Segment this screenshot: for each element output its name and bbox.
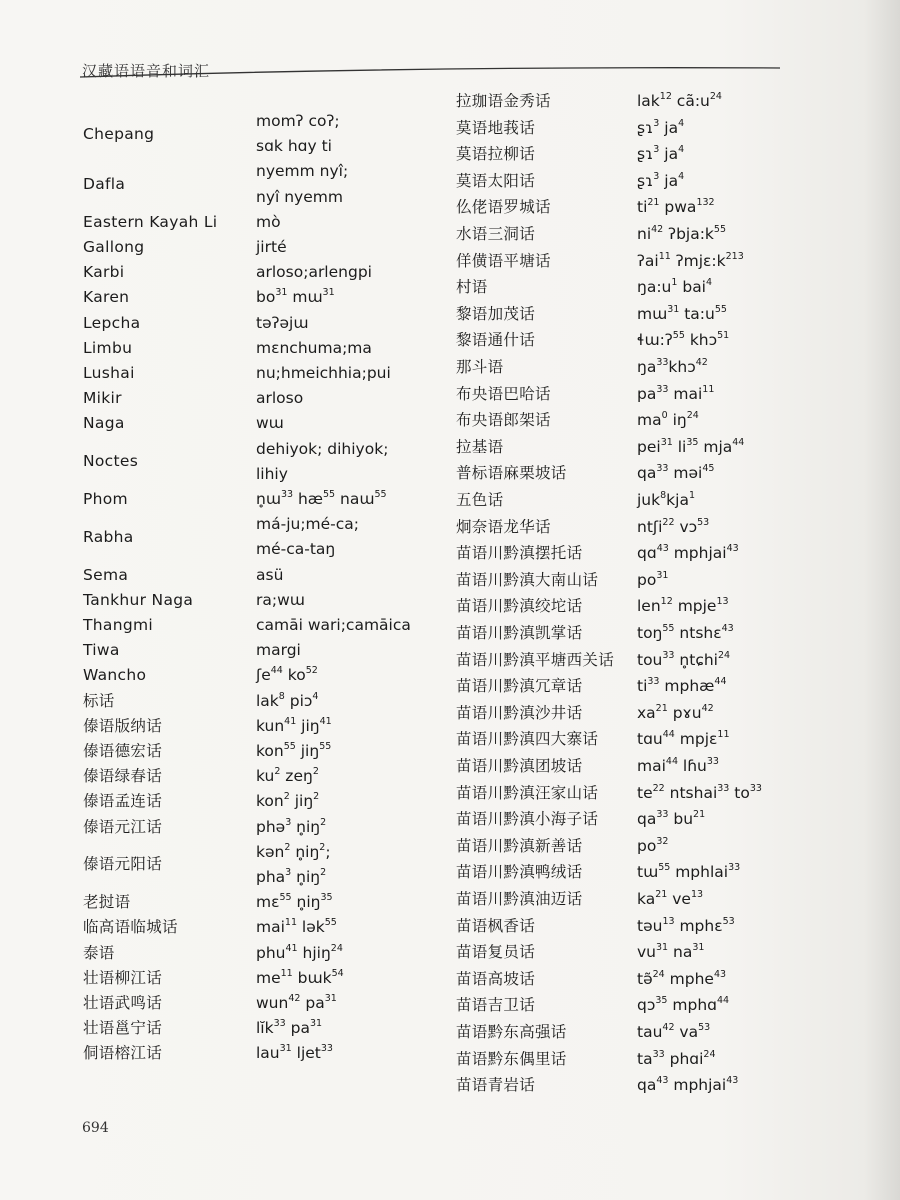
right-language-name: 苗语川黔滇汪家山话	[456, 783, 599, 802]
right-word-form: $po^{31}$	[637, 569, 669, 589]
left-word-form: asü	[256, 565, 284, 584]
right-word-form: $vu^{31}$ $na^{31}$	[637, 942, 705, 962]
right-language-name: 苗语川黔滇大南山话	[456, 570, 599, 589]
right-word-form: qɔ$^{35}$ mphɑ$^{44}$	[637, 995, 730, 1015]
right-language-name: 黎语通什话	[456, 331, 536, 350]
left-word-form: $ku^2$ zeŋ$^2$	[256, 766, 319, 786]
right-word-form: $po^{32}$	[637, 835, 669, 855]
right-language-name: 苗语川黔滇油迈话	[456, 890, 583, 908]
right-language-name: 炯奈语龙华话	[456, 517, 551, 536]
left-language-name: 傣语孟连话	[83, 792, 163, 811]
right-language-name: 苗语黔东偶里话	[456, 1049, 567, 1068]
left-word-form: mɛ$^{55}$ $n̥iŋ^{35}$	[256, 892, 333, 912]
right-language-name: 苗语川黔滇四大寨话	[456, 730, 599, 749]
left-language-name: 傣语元江话	[83, 817, 163, 836]
left-word-form: jirté	[256, 238, 287, 256]
left-language-name: 泰语	[83, 943, 115, 962]
right-language-name: 苗语川黔滇凯掌话	[456, 624, 583, 642]
right-word-form: ntʃi$^{22}$ vɔ$^{53}$	[637, 516, 710, 536]
left-word-form: pha$^3$ $n̥iŋ^2$	[256, 867, 327, 886]
left-language-name: Lepcha	[83, 313, 141, 332]
left-language-name: Sema	[83, 565, 129, 584]
right-word-form: $ŋa:u^1$ bai$^4$	[637, 277, 713, 297]
left-language-name: Tiwa	[83, 641, 120, 660]
left-word-form: nu;hmeichhia;pui	[256, 364, 391, 382]
left-word-form: təʔəjɯ	[256, 313, 309, 332]
right-language-name: 苗语川黔滇沙井话	[456, 703, 583, 722]
right-word-form: juk$^8$kja$^1$	[637, 490, 695, 509]
left-word-form: $bo^{31}$ mɯ$^{31}$	[256, 287, 335, 307]
right-language-name: 苗语黔东高强话	[456, 1023, 567, 1041]
right-language-name: 莫语太阳话	[456, 171, 536, 190]
right-language-name: 普标语麻栗坡话	[456, 464, 567, 483]
right-word-form: $xa^{21}$ pɤu$^{42}$	[637, 702, 714, 722]
left-language-name: Tankhur Naga	[83, 590, 194, 609]
running-title: 汉藏语语音和词汇	[82, 62, 211, 80]
right-word-form: $ni^{42}$ $ʔbja:k^{55}$	[637, 224, 727, 243]
left-word-form: kən$^2$ $n̥iŋ^2$;	[256, 841, 331, 861]
left-word-form: camāi wari;camāica	[256, 616, 411, 634]
right-language-name: 苗语复员话	[456, 943, 536, 962]
right-word-form: tə̃$^{24}$ mphe$^{43}$	[637, 968, 727, 988]
right-language-name: 佯僙语平塘话	[456, 251, 551, 270]
right-language-name: 五色话	[456, 491, 504, 509]
left-word-form: mò	[256, 212, 281, 231]
left-word-form: mé-ca-taŋ	[256, 540, 336, 559]
right-language-name: 苗语川黔滇平塘西关话	[456, 650, 615, 669]
right-language-name: 拉珈语金秀话	[456, 92, 551, 110]
right-word-form: $ti^{33}$ mphæ$^{44}$	[637, 676, 727, 696]
left-word-form: sɑk hɑy ti	[256, 137, 332, 156]
right-word-form: $ma^0$ $iŋ^{24}$	[637, 410, 699, 430]
left-language-name: 壮语邕宁话	[83, 1019, 163, 1038]
left-language-name: Naga	[83, 414, 125, 433]
right-word-form: mɯ$^{31}$ $ta:u^{55}$	[637, 303, 727, 323]
left-language-name: Chepang	[83, 124, 155, 143]
right-word-form: len$^{12}$ mpje$^{13}$	[637, 596, 729, 616]
right-language-name: 苗语青岩话	[456, 1076, 536, 1095]
left-word-form: lihiy	[256, 464, 288, 483]
left-word-form: kon$^{55}$ jiŋ$^{55}$	[256, 741, 332, 760]
left-language-name: 老挝语	[83, 893, 131, 912]
left-language-name: 傣语德宏话	[83, 742, 163, 760]
left-word-form: ra;wɯ	[256, 590, 305, 609]
left-word-form: mɛnchuma;ma	[256, 338, 372, 357]
left-word-form: arloso	[256, 389, 304, 408]
left-language-name: 侗语榕江话	[83, 1044, 163, 1063]
right-word-form: $ŋa^{33}khɔ^{42}$	[637, 357, 708, 376]
left-word-form: dehiyok; dihiyok;	[256, 439, 389, 458]
right-word-form: toŋ$^{55}$ ntshɛ$^{43}$	[637, 623, 734, 642]
left-language-name: Thangmi	[83, 616, 153, 634]
left-language-name: 傣语元阳话	[83, 855, 163, 874]
left-language-name: Limbu	[83, 338, 133, 357]
right-word-form: təu$^{13}$ mphɛ$^{53}$	[637, 915, 735, 935]
left-word-form: momʔ coʔ;	[256, 112, 340, 130]
left-language-name: Wancho	[83, 666, 147, 685]
left-word-form: kon$^2$ jiŋ$^2$	[256, 791, 320, 811]
left-word-form: phu$^{41}$ hjiŋ$^{24}$	[256, 942, 343, 962]
right-word-form: $pa^{33}$ mai$^{11}$	[637, 383, 715, 403]
right-word-form: $qa^{33}$ $bu^{21}$	[637, 809, 706, 829]
left-language-name: Rabha	[83, 527, 134, 546]
right-word-form: ʂɿ$^3$ $ja^4$	[637, 170, 685, 190]
left-word-form: margi	[256, 641, 301, 660]
right-word-form: tau$^{42}$ $va^{53}$	[637, 1022, 711, 1041]
right-word-form: $ta^{33}$ phɑi$^{24}$	[637, 1048, 716, 1068]
right-word-form: tɑu$^{44}$ mpjɛ$^{11}$	[637, 729, 730, 749]
right-language-name: 苗语川黔滇绞坨话	[456, 597, 583, 616]
header-rule	[80, 62, 780, 82]
right-word-form: mai$^{44}$ lɦu$^{33}$	[637, 756, 719, 775]
right-word-form: lak$^{12}$ $cã:u^{24}$	[637, 91, 722, 110]
right-language-name: 那斗语	[456, 358, 504, 376]
left-language-name: 傣语绿春话	[83, 767, 163, 786]
left-word-form: lau$^{31}$ ljet$^{33}$	[256, 1043, 333, 1063]
right-language-name: 黎语加茂话	[456, 304, 536, 323]
right-language-name: 布央语郎架话	[456, 411, 551, 430]
right-language-name: 苗语川黔滇团坡话	[456, 757, 583, 775]
right-language-name: 莫语地莪话	[456, 118, 536, 137]
left-word-form: n̥ɯ$^{33}$ $hæ^{55}$ naɯ$^{55}$	[256, 489, 387, 508]
left-word-form: lak$^8$ piɔ$^4$	[256, 690, 319, 710]
right-language-name: 苗语吉卫话	[456, 996, 536, 1015]
right-word-form: $ti^{21}$ pwa$^{132}$	[637, 197, 715, 217]
right-language-name: 苗语川黔滇新善话	[456, 836, 583, 855]
left-language-name: 壮语柳江话	[83, 968, 163, 987]
right-word-form: qɑ$^{43}$ mphjai$^{43}$	[637, 543, 739, 563]
left-language-name: Phom	[83, 490, 128, 508]
left-word-form: phə$^3$ $n̥iŋ^2$	[256, 816, 327, 836]
left-word-form: $me^{11}$ bɯk$^{54}$	[256, 967, 344, 987]
right-language-name: 莫语拉柳话	[456, 145, 536, 164]
right-language-name: 水语三洞话	[456, 225, 536, 243]
left-word-form: nyemm nyî;	[256, 162, 349, 181]
right-word-form: $qa^{43}$ mphjai$^{43}$	[637, 1075, 739, 1095]
right-word-form: pei$^{31}$ $li^{35}$ mja$^{44}$	[637, 436, 745, 456]
left-word-form: kun$^{41}$ jiŋ$^{41}$	[256, 715, 332, 735]
right-word-form: ɬɯ:ʔ$^{55}$ khɔ$^{51}$	[637, 330, 730, 350]
right-language-name: 村语	[456, 278, 488, 297]
left-language-name: Gallong	[83, 238, 145, 256]
left-language-name: Dafla	[83, 175, 126, 193]
left-word-form: nyî nyemm	[256, 187, 343, 206]
left-word-form: wun$^{42}$ $pa^{31}$	[256, 993, 337, 1012]
page-number: 694	[82, 1120, 109, 1136]
right-word-form: $qa^{33}$ məi$^{45}$	[637, 463, 715, 483]
right-word-form: $ka^{21}$ $ve^{13}$	[637, 889, 704, 908]
right-language-name: 苗语川黔滇鸭绒话	[456, 863, 583, 882]
right-word-form: tou$^{33}$ n̥tɕhi$^{24}$	[637, 649, 731, 669]
left-language-name: 壮语武鸣话	[83, 994, 163, 1012]
right-word-form: ʂɿ$^3$ $ja^4$	[637, 144, 685, 164]
right-language-name: 拉基语	[456, 437, 504, 456]
right-word-form: ʂɿ$^3$ $ja^4$	[637, 117, 685, 137]
left-word-form: ʃe$^{44}$ $ko^{52}$	[256, 665, 318, 685]
right-language-name: 苗语枫香话	[456, 916, 536, 935]
right-word-form: $te^{22}$ ntshai$^{33}$ $to^{33}$	[637, 782, 762, 802]
left-word-form: má-ju;mé-ca;	[256, 515, 360, 534]
left-language-name: Karen	[83, 288, 130, 307]
left-word-form: arloso;arlengpi	[256, 263, 372, 282]
right-word-form: tɯ$^{55}$ mphlai$^{33}$	[637, 862, 741, 882]
left-language-name: Eastern Kayah Li	[83, 212, 218, 231]
left-language-name: Lushai	[83, 364, 135, 382]
left-word-form: lĭk$^{33}$ $pa^{31}$	[256, 1018, 323, 1038]
left-language-name: Karbi	[83, 263, 125, 282]
left-word-form: mai$^{11}$ lək$^{55}$	[256, 917, 337, 937]
left-word-form: wɯ	[256, 414, 284, 433]
right-language-name: 苗语川黔滇摆托话	[456, 544, 583, 563]
right-language-name: 仫佬语罗城话	[456, 198, 551, 217]
left-language-name: 标话	[83, 691, 115, 710]
right-language-name: 苗语川黔滇小海子话	[456, 810, 599, 829]
right-language-name: 布央语巴哈话	[456, 384, 551, 403]
left-language-name: 傣语版纳话	[83, 716, 163, 735]
right-language-name: 苗语川黔滇冗章话	[456, 677, 583, 696]
right-language-name: 苗语高坡话	[456, 969, 536, 988]
right-word-form: ʔai$^{11}$ $ʔmjɛ:k^{213}$	[637, 250, 744, 270]
left-language-name: Noctes	[83, 452, 139, 471]
left-language-name: Mikir	[83, 389, 122, 408]
left-language-name: 临高语临城话	[83, 918, 178, 937]
